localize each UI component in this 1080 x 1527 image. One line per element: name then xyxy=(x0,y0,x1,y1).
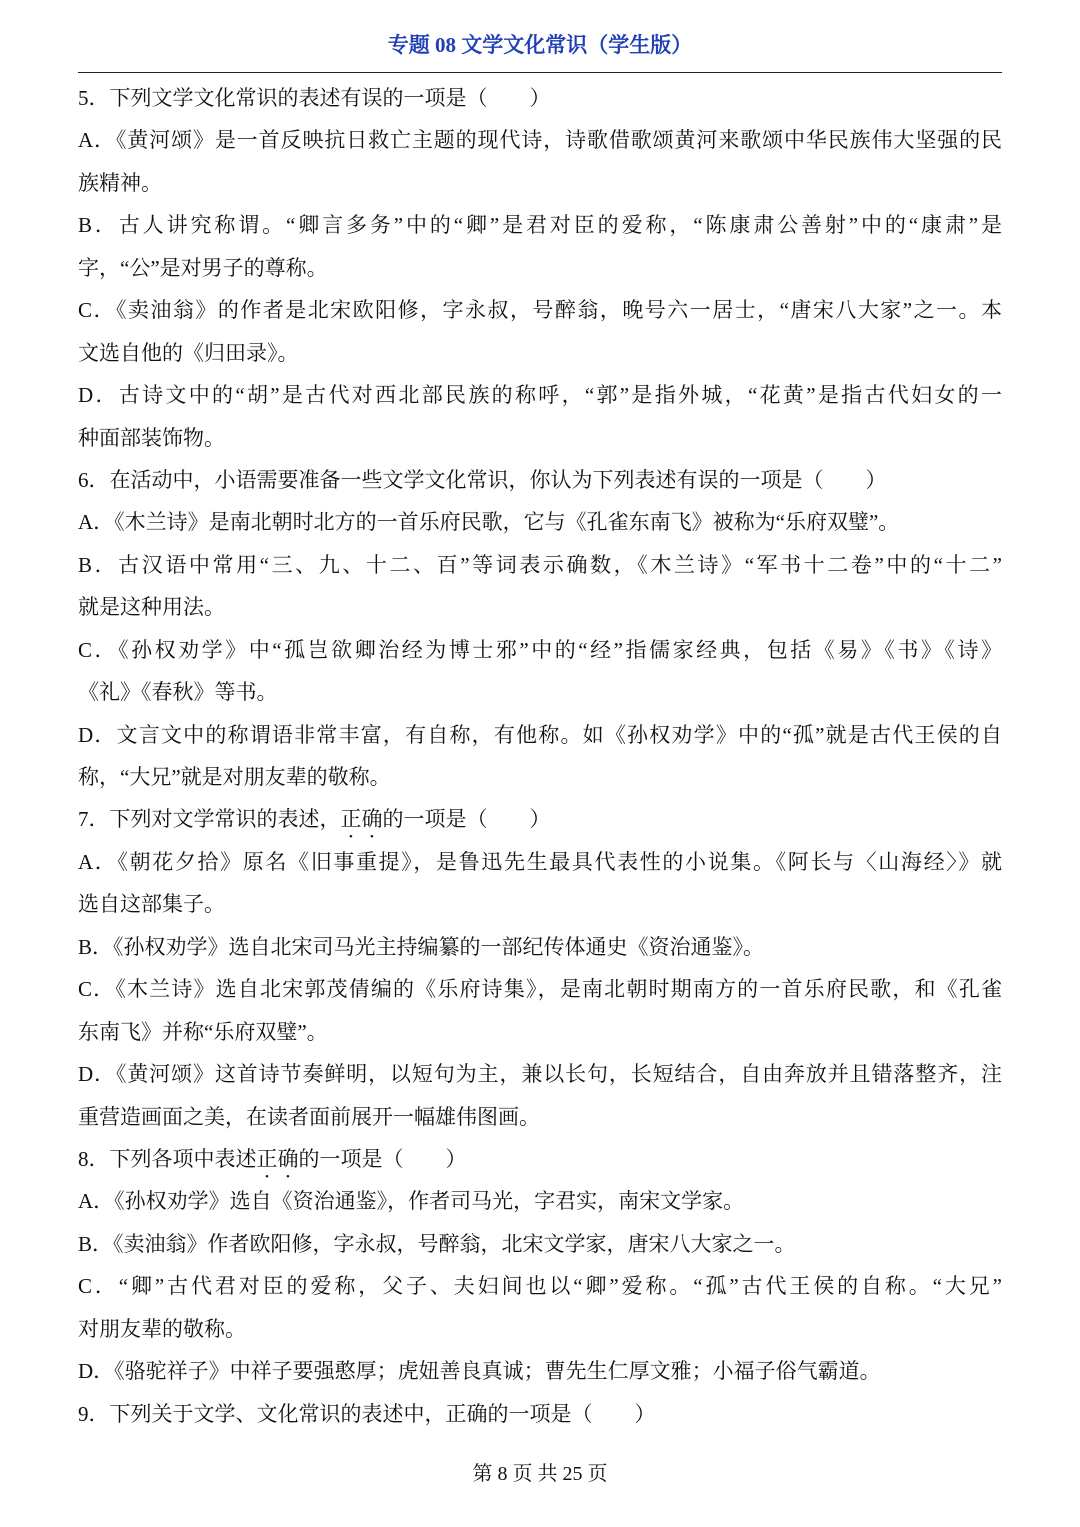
option-line: 选自这部集子。 xyxy=(78,892,225,917)
option-line: B．古汉语中常用“三、九、十二、百”等词表示确数，《木兰诗》“军书十二卷”中的“十二” xyxy=(78,552,1002,577)
stem-text: 的一项是（ ） xyxy=(382,807,551,832)
option-a xyxy=(78,841,1002,926)
question-stem: 5．下列文学文化常识的表述有误的一项是（ ） xyxy=(78,86,551,110)
option-d xyxy=(78,1350,1002,1392)
question-stem: 9．下列关于文学、文化常识的表述中，正确的一项是（ ） xyxy=(78,1401,656,1426)
option-line: 《礼》《春秋》等书。 xyxy=(78,680,278,705)
option-line: A．《朝花夕拾》原名《旧事重提》，是鲁迅先生最具代表性的小说集。《阿长与〈山海经〉》就 xyxy=(78,849,1002,874)
option-line: 字，“公”是对男子的尊称。 xyxy=(78,255,328,280)
page-number: 第 8 页 共 25 页 xyxy=(472,1463,608,1485)
emphasis-mark: 正确 xyxy=(256,1146,299,1171)
document-body xyxy=(78,77,1002,1435)
option-line: 族精神。 xyxy=(78,170,162,195)
option-d xyxy=(78,374,1002,459)
option-line: B．古人讲究称谓。“卿言多务”中的“卿”是君对臣的爱称，“陈康肃公善射”中的“康肃”是 xyxy=(78,213,1002,238)
option-c xyxy=(78,629,1002,714)
option-line: C．《孙权劝学》中“孤岂欲卿治经为博士邪”中的“经”指儒家经典，包括《易》《书》《诗》 xyxy=(78,637,1002,662)
option-a xyxy=(78,1180,1002,1222)
option-b xyxy=(78,204,1002,289)
option-line: 对朋友辈的敬称。 xyxy=(78,1316,246,1341)
header-divider xyxy=(78,72,1002,73)
option-b xyxy=(78,926,1002,968)
option-line: 种面部装饰物。 xyxy=(78,425,225,450)
option-line: B．《孙权劝学》选自北宋司马光主持编纂的一部纪传体通史《资治通鉴》。 xyxy=(78,934,765,959)
option-b xyxy=(78,1223,1002,1265)
stem-text: 8．下列各项中表述 xyxy=(78,1146,257,1171)
option-line: C．《木兰诗》选自北宋郭茂倩编的《乐府诗集》，是南北朝时期南方的一首乐府民歌，和《孔雀 xyxy=(78,977,1002,1002)
option-line: D．古诗文中的“胡”是古代对西北部民族的称呼，“郭”是指外城，“花黄”是指古代妇女的一 xyxy=(78,383,1002,408)
option-line: C．“卿”古代君对臣的爱称，父子、夫妇间也以“卿”爱称。“孤”古代王侯的自称。“大兄” xyxy=(78,1274,1002,1299)
option-d xyxy=(78,714,1002,799)
question-stem xyxy=(78,1138,1002,1180)
option-line: B．《卖油翁》作者欧阳修，字永叔，号醉翁，北宋文学家，唐宋八大家之一。 xyxy=(78,1231,796,1256)
stem-text: 7．下列对文学常识的表述， xyxy=(78,807,341,832)
option-line: A．《孙权劝学》选自《资治通鉴》，作者司马光，字君实，南宋文学家。 xyxy=(78,1189,745,1214)
option-line: A．《黄河颂》是一首反映抗日救亡主题的现代诗，诗歌借歌颂黄河来歌颂中华民族伟大坚强的民 xyxy=(78,128,1002,153)
stem-text: 的一项是（ ） xyxy=(298,1146,467,1171)
option-line: 文选自他的《归田录》。 xyxy=(78,340,299,365)
option-a xyxy=(78,501,1002,543)
option-line: C．《卖油翁》的作者是北宋欧阳修，字永叔，号醉翁，晚号六一居士，“唐宋八大家”之一。本 xyxy=(78,298,1002,323)
question-8 xyxy=(78,1138,1002,1393)
question-stem xyxy=(78,798,1002,840)
option-line: 东南飞》并称“乐府双璧”。 xyxy=(78,1019,328,1044)
option-a xyxy=(78,119,1002,204)
option-line: 重营造画面之美，在读者面前展开一幅雄伟图画。 xyxy=(78,1104,540,1129)
option-d xyxy=(78,1053,1002,1138)
option-line: 称，“大兄”就是对朋友辈的敬称。 xyxy=(78,765,391,789)
option-line: D．《骆驼祥子》中祥子要强憨厚；虎妞善良真诚；曹先生仁厚文雅；小福子俗气霸道。 xyxy=(78,1359,881,1384)
option-c xyxy=(78,968,1002,1053)
option-line: D．《黄河颂》这首诗节奏鲜明，以短句为主，兼以长句，长短结合，自由奔放并且错落整齐，注 xyxy=(78,1062,1002,1087)
option-b xyxy=(78,544,1002,629)
question-7 xyxy=(78,798,1002,1138)
option-c xyxy=(78,289,1002,374)
option-c xyxy=(78,1265,1002,1350)
page-header-title: 专题 08 文学文化常识（学生版） xyxy=(387,33,693,57)
option-line: 就是这种用法。 xyxy=(78,595,225,620)
emphasis-mark: 正确 xyxy=(340,807,383,832)
option-line: D．文言文中的称谓语非常丰富，有自称，有他称。如《孙权劝学》中的“孤”就是古代王侯的自 xyxy=(78,722,1002,747)
option-line: A．《木兰诗》是南北朝时北方的一首乐府民歌，它与《孔雀东南飞》被称为“乐府双璧”。 xyxy=(78,510,900,535)
question-5 xyxy=(78,77,1002,459)
question-6 xyxy=(78,459,1002,799)
question-9 xyxy=(78,1393,1002,1435)
question-stem: 6．在活动中，小语需要准备一些文学文化常识，你认为下列表述有误的一项是（ ） xyxy=(78,467,887,492)
